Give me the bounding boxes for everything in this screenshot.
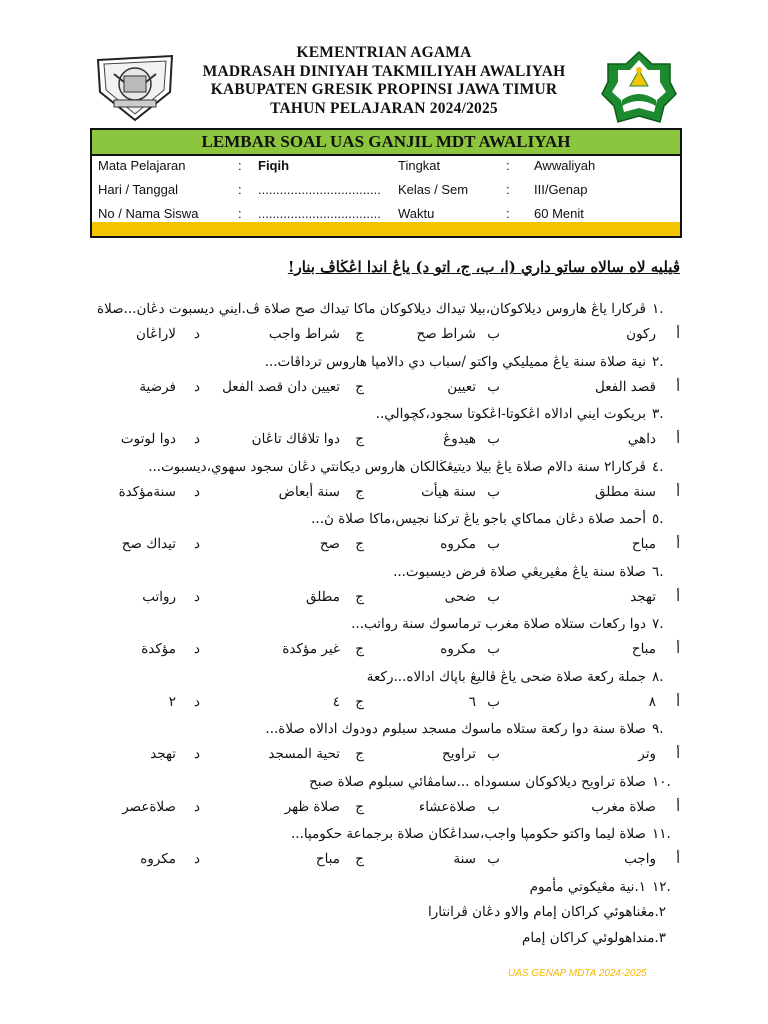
question-number: ٤. (652, 458, 664, 475)
option-letter: ج (355, 798, 364, 815)
option-letter: ج (355, 746, 364, 762)
question-number: ٢. (652, 353, 664, 370)
option-text: مؤكدة (141, 641, 176, 657)
option-letter: ج (355, 851, 364, 867)
value-subject: Fiqih (258, 158, 290, 173)
option-letter: ب (487, 746, 500, 762)
option-text: تعيين دان قصد الفعل (222, 378, 340, 395)
option-text: ركون (626, 326, 656, 342)
answer-options (70, 585, 680, 609)
instruction-text: ڤيليه لاه سالاه ساتو داري (ا، ب، ج، اتو د) ياڠ اندا اڠڬاڤ بنار! (287, 258, 680, 276)
option-letter: أ (676, 536, 680, 552)
question-number: ١١. (652, 826, 671, 842)
answer-options (70, 427, 680, 451)
option-letter: ج (355, 693, 364, 710)
option-text: ٨ (648, 693, 656, 710)
option-letter: ج (355, 588, 364, 605)
question-text: صلاة سنة ياڠ مڠيريڠي صلاة فرض ديسبوت... (393, 563, 646, 580)
option-text: ٦ (468, 693, 476, 710)
option-letter: ب (487, 641, 500, 657)
q12-item: ٣.منداهولوئي كراكان إمام (521, 930, 666, 946)
option-text: تحية المسجد (268, 746, 340, 762)
option-letter: أ (676, 588, 680, 605)
option-text: شراط صح (416, 326, 476, 342)
label-student: No / Nama Siswa (98, 206, 199, 221)
option-text: مطلق (305, 588, 340, 605)
separator: : (506, 158, 510, 173)
option-letter: أ (676, 483, 680, 500)
option-text: سنة هيأت (421, 483, 476, 500)
question-text: جملة ركعة صلاة ضحى ياڠ ڤاليڠ باڽاك ادالاه...ركعة (366, 668, 646, 685)
option-letter: أ (676, 641, 680, 657)
option-letter: ج (355, 326, 364, 342)
option-letter: أ (676, 851, 680, 867)
header-academic-year: TAHUN PELAJARAN 2024/2025 (270, 99, 498, 117)
question-item (70, 296, 680, 322)
question-text: صلاة سنة دوا ركعة ستلاه ماسوك مسجد سبلوم دودوك ادالاه صلاة... (265, 721, 646, 737)
option-letter: أ (676, 746, 680, 762)
option-text: دوا تلاڤاك تاڠان (251, 431, 340, 447)
option-text: مكروه (440, 536, 476, 552)
option-letter: د (193, 746, 200, 762)
question-number: ٦. (652, 563, 664, 580)
option-letter: أ (676, 798, 680, 815)
option-text: صلاةعصر (122, 798, 176, 815)
option-letter: ج (355, 483, 364, 500)
option-text: ضحى (444, 588, 476, 605)
yellow-band (92, 222, 680, 236)
answer-options (70, 847, 680, 871)
option-text: مباح (315, 851, 340, 867)
question-text: نية صلاة سنة ياڠ مميليكي واكتو /سباب دي دالامڽا هاروس ترداڤات... (264, 353, 646, 370)
option-letter: أ (676, 378, 680, 395)
option-letter: ج (355, 536, 364, 552)
option-letter: د (193, 851, 200, 867)
option-text: مكروه (440, 641, 476, 657)
option-letter: ب (487, 588, 500, 605)
answer-options (70, 690, 680, 714)
option-text: تيداك صح (121, 536, 176, 552)
option-text: رواتب (142, 588, 176, 605)
option-text: لاراڠان (135, 326, 176, 342)
header-ministry: KEMENTRIAN AGAMA (296, 44, 472, 61)
question-number: ٥. (652, 511, 664, 527)
option-letter: أ (676, 693, 680, 710)
option-text: ٤ (332, 693, 340, 710)
separator: : (506, 206, 510, 221)
question-item (70, 559, 680, 585)
question-text: ڤركارا٢ سنة دالام صلاة ياڠ بيلا ديتيڠڬالكان هاروس ديكانتي دڠان سجود سهوي،ديسبوت... (148, 458, 646, 475)
option-text: وتر (638, 746, 656, 762)
value-class: III/Genap (534, 182, 588, 197)
exam-title: LEMBAR SOAL UAS GANJIL MDT AWALIYAH (92, 130, 680, 156)
question-item (70, 611, 680, 637)
option-text: دوا لوتوت (120, 431, 176, 447)
question-item (70, 874, 680, 900)
option-letter: ب (487, 431, 500, 447)
option-text: سنة (453, 851, 476, 867)
answer-options (70, 742, 680, 766)
option-letter: ج (355, 378, 364, 395)
option-letter: د (193, 483, 200, 500)
option-text: غير مؤكدة (282, 641, 340, 657)
question-item (70, 716, 680, 742)
question-number: ١. (652, 301, 664, 317)
answer-options (70, 322, 680, 346)
info-row (92, 178, 680, 202)
option-text: سنة أبعاض (278, 483, 340, 500)
option-text: تهجد (150, 746, 176, 762)
separator: : (238, 158, 242, 173)
option-letter: ب (487, 378, 500, 395)
option-text: واجب (624, 851, 656, 867)
question-text: ١.نية مڠيكوتي مأموم (529, 878, 646, 895)
question-number: ١٢. (652, 878, 671, 895)
question-item (70, 401, 680, 427)
answer-options (70, 480, 680, 504)
label-time: Waktu (398, 206, 435, 221)
question-item (70, 349, 680, 375)
value-date-blank: .................................. (258, 182, 381, 197)
option-letter: ب (487, 326, 500, 342)
question-text: دوا ركعات ستلاه صلاة مغرب ترماسوك سنة رواتب... (351, 616, 646, 632)
option-text: ٢ (168, 693, 176, 710)
info-row (92, 154, 680, 178)
separator: : (238, 182, 242, 197)
question-number: ٣. (652, 406, 664, 422)
option-letter: ب (487, 693, 500, 710)
question-item (70, 454, 680, 480)
question-number: ٩. (652, 721, 664, 737)
header-region: KABUPATEN GRESIK PROPINSI JAWA TIMUR (210, 81, 558, 98)
option-text: صلاة مغرب (591, 798, 656, 815)
value-time: 60 Menit (534, 206, 584, 221)
option-letter: د (193, 536, 200, 552)
value-student-blank: .................................. (258, 206, 381, 221)
option-text: مباح (631, 641, 656, 657)
question-number: ٨. (652, 668, 664, 685)
option-text: هيدوڠ (443, 431, 476, 447)
answer-options (70, 532, 680, 556)
question-item (70, 506, 680, 532)
school-header (0, 44, 768, 118)
option-letter: د (193, 378, 200, 395)
question-item (70, 769, 680, 795)
option-text: تهجد (630, 588, 656, 605)
option-letter: د (193, 588, 200, 605)
option-letter: ج (355, 641, 364, 657)
separator: : (506, 182, 510, 197)
option-text: مكروه (140, 851, 176, 867)
question-item (70, 664, 680, 690)
question-text: بريكوت ايني ادالاه اڠكوتا-اڠكوتا سجود،كچوالي.. (375, 406, 646, 422)
header-madrasah: MADRASAH DINIYAH TAKMILIYAH AWALIYAH (202, 62, 566, 80)
answer-options (70, 375, 680, 399)
question-number: ٧. (652, 616, 664, 632)
option-text: شراط واجب (268, 326, 340, 342)
option-letter: ب (487, 536, 500, 552)
option-letter: ب (487, 851, 500, 867)
option-text: سنةمؤكدة (118, 483, 176, 500)
option-text: فرضية (139, 378, 176, 395)
option-letter: د (193, 431, 200, 447)
option-letter: ب (487, 798, 500, 815)
label-class: Kelas / Sem (398, 182, 469, 197)
option-text: صح (319, 536, 340, 552)
option-letter: أ (676, 431, 680, 447)
option-text: مباح (631, 536, 656, 552)
option-text: قصد الفعل (595, 378, 656, 395)
question-text: صلاة تراويح ديلاكوكان سسوداه ...سامڤائي سبلوم صلاة صبح (309, 773, 646, 790)
option-letter: د (193, 641, 200, 657)
question-text: أحمد صلاة دڠان مماكاي باجو ياڠ تركنا نجيس،ماكا صلاة ڽ... (311, 511, 646, 527)
question-number: ١٠. (652, 773, 671, 790)
option-letter: ب (487, 483, 500, 500)
label-subject: Mata Pelajaran (98, 158, 186, 173)
option-letter: د (193, 326, 200, 342)
option-text: تراويح (442, 746, 476, 762)
option-letter: أ (676, 326, 680, 342)
option-letter: د (193, 798, 200, 815)
option-text: صلاةعشاء (418, 798, 476, 815)
answer-options (70, 795, 680, 819)
answer-options (70, 637, 680, 661)
q12-item: ٢.مڠناهوئي كراكان إمام والاو دڠان ڤرانتارا (427, 904, 666, 920)
option-letter: ج (355, 431, 364, 447)
option-text: سنة مطلق (595, 483, 656, 500)
footer-watermark: UAS GENAP MDTA 2024-2025 (508, 968, 647, 979)
question-text: صلاة ليما واكتو حكومڽا واجب،سداڠكان صلاة برجماعة حكومڽا... (290, 826, 646, 842)
option-text: داهي (627, 431, 656, 447)
question-item (70, 821, 680, 847)
label-date: Hari / Tanggal (98, 182, 178, 197)
option-text: تعيين (447, 378, 476, 395)
exam-info-box (90, 128, 682, 238)
option-letter: د (193, 693, 200, 710)
value-level: Awwaliyah (534, 158, 596, 173)
option-text: صلاة ظهر (284, 798, 340, 815)
separator: : (238, 206, 242, 221)
label-level: Tingkat (398, 158, 441, 173)
question-text: ڤركارا ياڠ هاروس ديلاكوكان،بيلا تيداك ديلاكوكان ماكا تيداك صح صلاة ڤ.ايني ديسبوت دڠان...صلاة (97, 301, 646, 317)
